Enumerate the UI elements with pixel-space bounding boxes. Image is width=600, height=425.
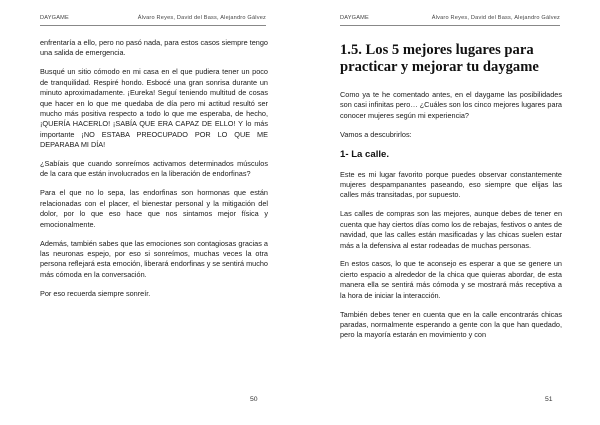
paragraph: Como ya te he comentado antes, en el daygame las posibilidades son casi infinitas pero… ¿Cuáles son los cinco mejores lugares para conocer mujeres según mi experiencia?: [340, 90, 562, 120]
running-header: [40, 15, 266, 21]
paragraph: Este es mi lugar favorito porque puedes observar constantemente mujeres despampanantes paseando, eso siempre que elijas las calles más transitadas, por supuesto.: [340, 169, 562, 200]
paragraph: En estos casos, lo que te aconsejo es esperar a que se genere un cierto espacio a alrededor de la chica que quieras abordar, de esta manera ella se sentirá más cómoda y se mostrará más receptiva a la hora de iniciar la interacción.: [340, 259, 562, 300]
header-authors: Álvaro Reyes, David del Bass, Alejandro Gálvez: [137, 15, 266, 21]
paragraph: También debes tener en cuenta que en la calle encontrarás chicas paradas, normalmente esperando a gente con la que han quedado, pero la mayoría estarán en movimiento y con: [340, 309, 562, 340]
header-title: DAYGAME: [340, 15, 369, 21]
running-header: [340, 15, 560, 21]
paragraph: Vamos a descubrirlos:: [340, 129, 412, 139]
header-title: DAYGAME: [40, 15, 69, 21]
right-page: [300, 0, 600, 425]
header-rule: [340, 25, 560, 26]
page-body: [40, 38, 268, 308]
page-number: 51: [545, 396, 553, 403]
paragraph: Las calles de compras son las mejores, aunque debes de tener en cuenta que hay ciertos días como los de rebajas, festivos o antes de navidad, que las calles están masificadas y las chicas suelen estar más a la defensiva al estar rodeadas de muchas personas.: [340, 209, 562, 250]
paragraph: Busqué un sitio cómodo en mi casa en el que pudiera tener un poco de tranquilidad. Respiré hondo. Esbocé una gran sonrisa durante un minuto aproximadamente. ¡Eureka! Seguí teniendo multitud de cosas que hacer en lo que me quedaba de día pero mi actitud resultó ser mucho más positiva respecto a todo lo que me esperaba, de hecho, ¡QUERÍA HACERLO! ¡SABÍA QUE ERA CAPAZ DE ELLO! Y lo más importante ¡NO ESTABA PREOCUPADO POR LO QUE ME DEPARABA MI DÍA!: [40, 67, 268, 150]
header-rule: [40, 25, 266, 26]
header-authors: Álvaro Reyes, David del Bass, Alejandro Gálvez: [431, 15, 560, 21]
subsection-heading: 1- La calle.: [340, 148, 390, 160]
paragraph: Por eso recuerda siempre sonreír.: [40, 288, 151, 298]
section-heading: 1.5. Los 5 mejores lugares para practicar y mejorar tu daygame: [340, 42, 539, 75]
paragraph: enfrentaría a ello, pero no pasó nada, para estos casos siempre tengo una salida de emergencia.: [40, 38, 268, 58]
page-number: 50: [250, 396, 258, 403]
paragraph: Además, también sabes que las emociones son contagiosas gracias a las neuronas espejo, por eso si sonreímos, muchas veces la otra persona reflejará esta emoción, liberará endorfinas y se sentirá mucho más cómoda en la conversación.: [40, 238, 268, 279]
paragraph: Para el que no lo sepa, las endorfinas son hormonas que están relacionadas con el placer, el bienestar personal y la mitigación del dolor, por lo que eso hace que nos sintamos mejor física y emocionalmente.: [40, 188, 268, 229]
page-body: [340, 38, 562, 349]
paragraph: ¿Sabíais que cuando sonreímos activamos determinados músculos de la cara que están involucrados en la liberación de endorfinas?: [40, 159, 268, 179]
